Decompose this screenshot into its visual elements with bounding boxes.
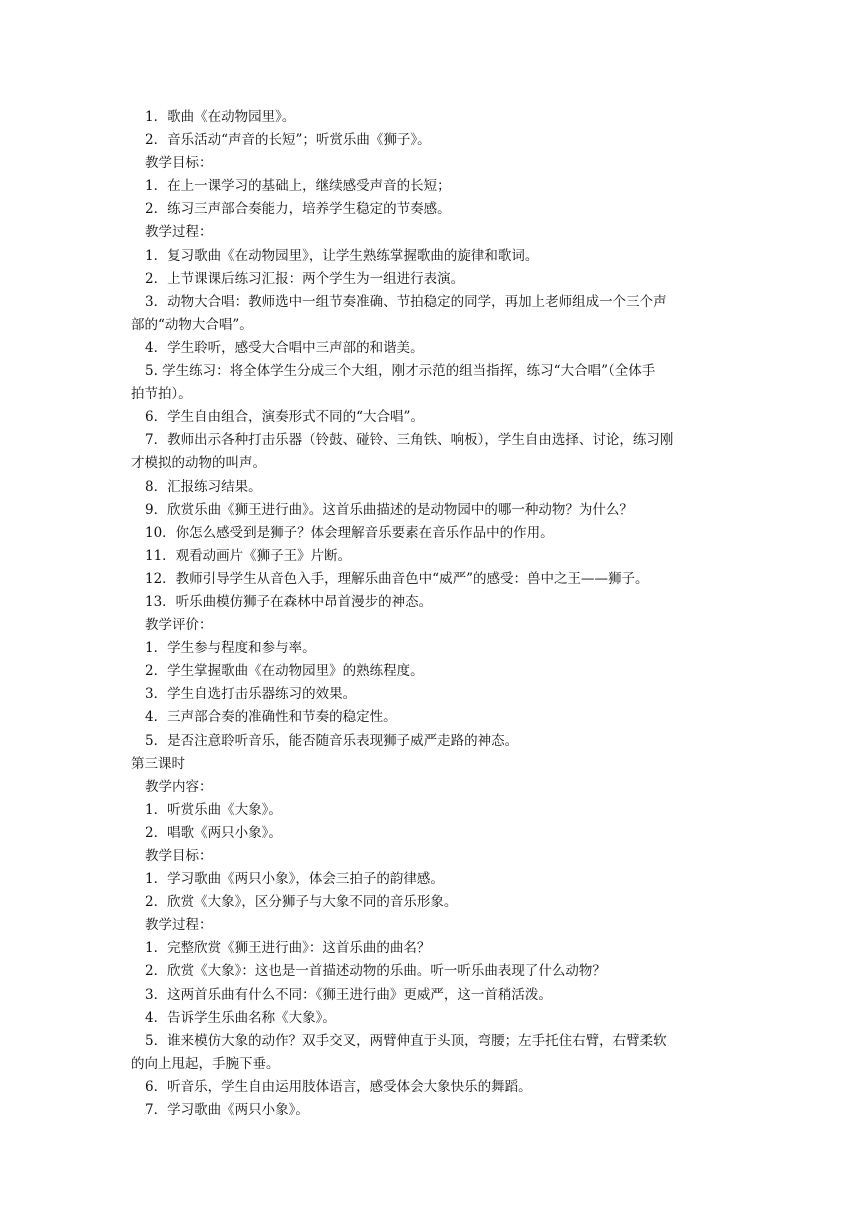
text-line: 8．汇报练习结果。 (145, 478, 262, 495)
text-line: 9．欣赏乐曲《狮王进行曲》。这首乐曲描述的是动物园中的哪一种动物？为什么？ (145, 501, 633, 518)
text-line: 3．这两首乐曲有什么不同：《狮王进行曲》更威严，这一首稍活泼。 (145, 986, 552, 1003)
text-line-continuation: 的向上甩起，手腕下垂。 (131, 1055, 280, 1072)
text-line-continuation: 拍节拍）。 (131, 386, 192, 403)
text-line: 2．欣赏《大象》，区分狮子与大象不同的音乐形象。 (145, 894, 458, 911)
text-line: 1．学习歌曲《两只小象》，体会三拍子的韵律感。 (145, 871, 444, 888)
section-heading: 教学过程： (145, 224, 213, 241)
text-line: 4．三声部合奏的准确性和节奏的稳定性。 (145, 709, 397, 726)
text-line: 6．学生自由组合，演奏形式不同的“大合唱”。 (145, 409, 424, 426)
text-line: 11．观看动画片《狮子王》片断。 (145, 547, 352, 564)
text-line: 4．学生聆听，感受大合唱中三声部的和谐美。 (145, 339, 424, 356)
text-line: 6．听音乐，学生自由运用肢体语言，感受体会大象快乐的舞蹈。 (145, 1078, 532, 1095)
text-line: 5. 学生练习：将全体学生分成三个大组，刚才示范的组当指挥，练习“大合唱”（全体手 (145, 363, 656, 380)
lesson-title: 第三课时 (131, 755, 185, 772)
section-heading: 教学内容： (145, 778, 213, 795)
text-line: 2．唱歌《两只小象》。 (145, 824, 282, 841)
text-line: 1．完整欣赏《狮王进行曲》：这首乐曲的曲名？ (145, 940, 431, 957)
text-line: 7．教师出示各种打击乐器（铃鼓、碰铃、三角铁、响板），学生自由选择、讨论，练习刚 (145, 432, 674, 449)
text-line: 1．歌曲《在动物园里》。 (145, 109, 296, 125)
text-line-continuation: 部的“动物大合唱”。 (131, 316, 253, 333)
section-heading: 教学目标： (145, 155, 213, 172)
lesson-plan-text (131, 106, 731, 1122)
text-line: 2．音乐活动“声音的长短”；听赏乐曲《狮子》。 (145, 132, 431, 149)
text-line-continuation: 才模拟的动物的叫声。 (131, 455, 266, 472)
text-line: 5．是否注意聆听音乐，能否随音乐表现狮子威严走路的神态。 (145, 732, 519, 749)
text-line: 1．复习歌曲《在动物园里》，让学生熟练掌握歌曲的旋律和歌词。 (145, 247, 539, 264)
section-heading: 教学目标： (145, 848, 213, 864)
text-line: 12．教师引导学生从音色入手，理解乐曲音色中“威严”的感受：兽中之王——狮子。 (145, 570, 649, 587)
text-line: 3．学生自选打击乐器练习的效果。 (145, 686, 357, 703)
text-line: 2．欣赏《大象》：这也是一首描述动物的乐曲。听一听乐曲表现了什么动物？ (145, 963, 606, 980)
text-line: 3．动物大合唱：教师选中一组节奏准确、节拍稳定的同学，再加上老师组成一个三个声 (145, 293, 667, 310)
text-line: 7．学习歌曲《两只小象》。 (145, 1102, 309, 1119)
text-line: 4．告诉学生乐曲名称《大象》。 (145, 1009, 336, 1026)
section-heading: 教学评价： (145, 617, 213, 634)
text-line: 5．谁来模仿大象的动作？双手交叉，两臂伸直于头顶，弯腰；左手托住右臂，右臂柔软 (145, 1032, 667, 1049)
section-heading: 教学过程： (145, 917, 213, 934)
text-line: 10．你怎么感受到是狮子？体会理解音乐要素在音乐作品中的作用。 (145, 524, 554, 541)
text-line: 1．学生参与程度和参与率。 (145, 640, 316, 657)
text-line: 13．听乐曲模仿狮子在森林中昂首漫步的神态。 (145, 593, 433, 610)
text-line: 2．学生掌握歌曲《在动物园里》的熟练程度。 (145, 663, 424, 680)
text-line: 2．上节课课后练习汇报：两个学生为一组进行表演。 (145, 270, 465, 287)
text-line: 1．听赏乐曲《大象》。 (145, 801, 282, 818)
text-line: 2．练习三声部合奏能力，培养学生稳定的节奏感。 (145, 201, 451, 218)
text-line: 1．在上一课学习的基础上，继续感受声音的长短； (145, 178, 451, 195)
